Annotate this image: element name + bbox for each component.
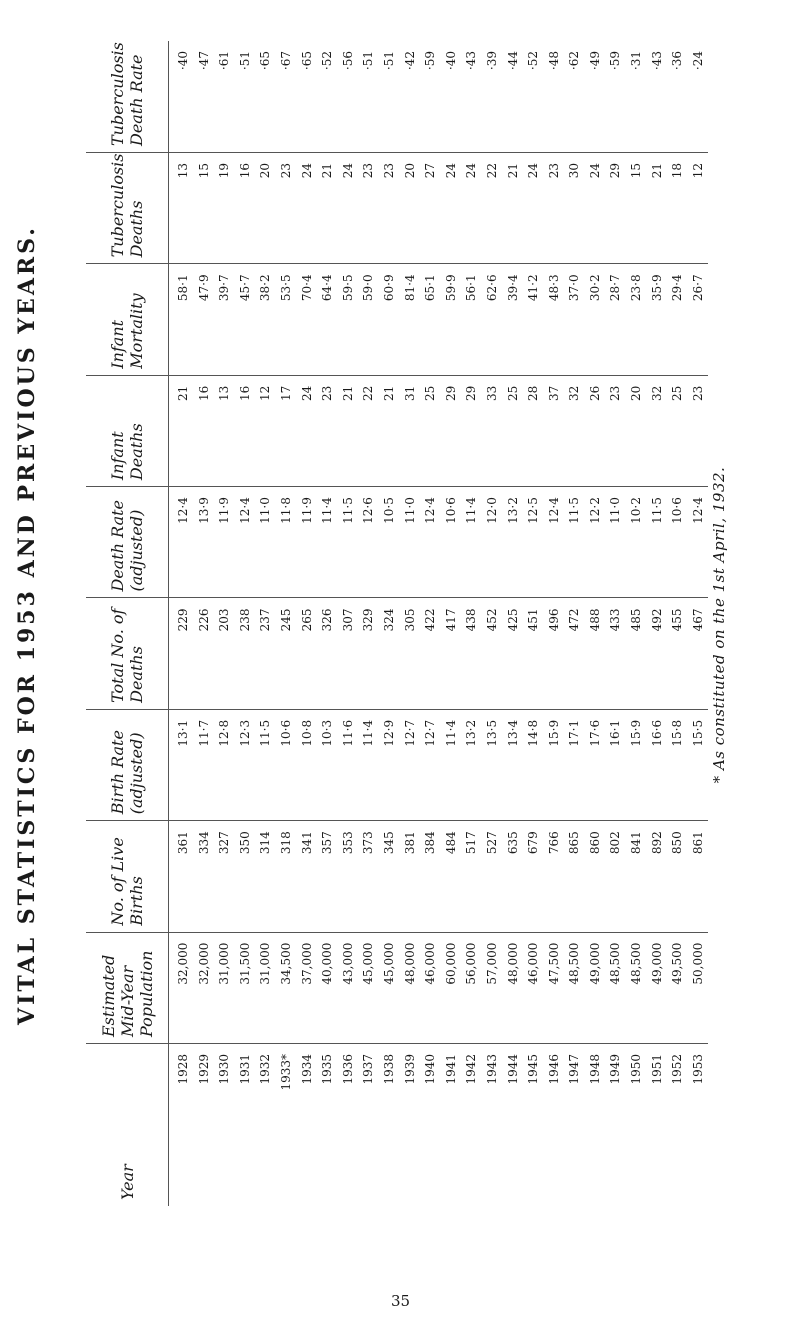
- table-cell: ·65: [299, 51, 314, 71]
- table-cell: 53·5: [278, 274, 293, 302]
- table-cell: 26·7: [690, 274, 705, 302]
- table-cell: ·51: [361, 51, 376, 71]
- table-cell: ·47: [196, 51, 211, 71]
- table-cell: 12·0: [484, 497, 499, 524]
- table-cell: 70·4: [299, 274, 314, 302]
- table-cell: 361: [176, 831, 190, 855]
- table-cell: 12·7: [423, 719, 438, 747]
- table-cell: 318: [278, 831, 293, 855]
- table-cell: 635: [505, 831, 520, 855]
- table-cell: 25: [505, 385, 520, 402]
- table-cell: 35·9: [649, 274, 664, 302]
- table-cell: 334: [196, 831, 211, 855]
- table-cell: 11·0: [402, 497, 417, 524]
- table-cell: 484: [443, 831, 458, 855]
- table-cell: 30: [567, 163, 582, 179]
- table-cell: 32,000: [176, 942, 190, 985]
- table-cell: 1936: [340, 1054, 355, 1085]
- table-cell: 56·1: [464, 274, 479, 302]
- table-cell: 1930: [217, 1054, 232, 1085]
- table-cell: 229: [176, 608, 190, 632]
- table-cell: 57,000: [484, 942, 499, 985]
- table-cell: 32,000: [196, 942, 211, 985]
- table-cell: 892: [649, 831, 664, 855]
- table-cell: 12·8: [217, 719, 232, 747]
- table-cell: 203: [217, 608, 232, 632]
- column-header-population: Estimated Mid-Year Population: [86, 932, 169, 1043]
- table-cell: 13·1: [176, 719, 190, 747]
- table-cell: 22: [361, 385, 376, 402]
- table-cell: 265: [299, 608, 314, 632]
- table-cell: 305: [402, 608, 417, 632]
- table-cell: 48·3: [546, 274, 561, 302]
- table-cell: 23: [361, 163, 376, 179]
- table-cell: ·65: [258, 51, 273, 71]
- table-cell: 20: [258, 163, 273, 179]
- table-cell: 45·7: [237, 274, 252, 302]
- table-cell: ·39: [484, 51, 499, 71]
- table-cell: ·40: [443, 51, 458, 71]
- table-cell: 23: [690, 385, 705, 402]
- table-cell: 22: [484, 163, 499, 179]
- table-cell: 11·6: [340, 719, 355, 747]
- table-cell: 1929: [196, 1054, 211, 1085]
- table-cell: 12·4: [690, 497, 705, 524]
- table-cell: 48,500: [629, 942, 644, 985]
- table-cell: ·49: [587, 51, 602, 71]
- table-cell: 48,500: [608, 942, 623, 985]
- table-cell: 10·6: [443, 497, 458, 524]
- table-cell: 1938: [381, 1054, 396, 1085]
- table-cell: 23: [278, 163, 293, 179]
- table-cell: 33: [484, 385, 499, 402]
- table-cell: 238: [237, 608, 252, 632]
- table-cell: ·52: [526, 51, 541, 71]
- table-cell: 81·4: [402, 274, 417, 302]
- table-cell: 314: [258, 831, 273, 855]
- table-cell: 47·9: [196, 274, 211, 302]
- table-cell: 496: [546, 608, 561, 632]
- table-cell: 417: [443, 608, 458, 632]
- table-cell: 41·2: [526, 274, 541, 302]
- table-cell: 30·2: [587, 274, 602, 302]
- table-cell: 31: [402, 385, 417, 402]
- table-cell: ·62: [567, 51, 582, 71]
- table-cell: 1934: [299, 1054, 314, 1085]
- table-cell: 422: [423, 608, 438, 632]
- table-cell: 58·1: [176, 274, 190, 302]
- column-header-tb-death-rate: Tuberculosis Death Rate: [86, 41, 169, 153]
- table-cell: ·43: [464, 51, 479, 71]
- table-cell: 13·2: [464, 719, 479, 747]
- table-cell: ·59: [608, 51, 623, 71]
- table-cell: 18: [670, 163, 685, 179]
- table-cell: 25: [423, 385, 438, 402]
- table-cell: 452: [484, 608, 499, 632]
- table-cell: 1941: [443, 1054, 458, 1085]
- column-header-infant-mortality: Infant Mortality: [86, 264, 169, 375]
- table-cell: 237: [258, 608, 273, 632]
- table-cell: 34,500: [278, 942, 293, 985]
- table-cell: 381: [402, 831, 417, 855]
- table-cell: 12·4: [176, 497, 190, 524]
- table-cell: 45,000: [361, 942, 376, 985]
- table-cell: 1949: [608, 1054, 623, 1085]
- table-cell: 353: [340, 831, 355, 855]
- table-cell: 17·1: [567, 719, 582, 747]
- table-cell: 40,000: [320, 942, 335, 985]
- table-cell: 21: [381, 385, 396, 402]
- table-cell: 451: [526, 608, 541, 632]
- table-cell: 13·4: [505, 719, 520, 747]
- table-cell: 1946: [546, 1054, 561, 1085]
- table-cell: 29: [608, 163, 623, 179]
- table-cell: 59·9: [443, 274, 458, 302]
- table-cell: 15: [629, 163, 644, 179]
- column-infant-mortality: [169, 264, 709, 375]
- table-cell: 865: [567, 831, 582, 855]
- footnote: * As constituted on the 1st April, 1932.: [710, 466, 728, 784]
- table-cell: 1935: [320, 1054, 335, 1085]
- table-cell: 1940: [423, 1054, 438, 1085]
- table-cell: 11·4: [361, 719, 376, 747]
- table-cell: 37,000: [299, 942, 314, 985]
- table-cell: 11·4: [464, 497, 479, 524]
- table-cell: 488: [587, 608, 602, 632]
- table-cell: 13·9: [196, 497, 211, 524]
- table-cell: 28: [526, 385, 541, 402]
- table-cell: 24: [299, 163, 314, 179]
- table-cell: 10·8: [299, 719, 314, 747]
- table-cell: 65·1: [423, 274, 438, 302]
- table-cell: 16·6: [649, 719, 664, 747]
- table-cell: 425: [505, 608, 520, 632]
- table-cell: 766: [546, 831, 561, 855]
- column-tb-death-rate: [169, 41, 709, 153]
- table-cell: 860: [587, 831, 602, 855]
- column-death-rate: [169, 487, 709, 598]
- table-cell: 12: [258, 385, 273, 402]
- table-cell: 29·4: [670, 274, 685, 302]
- table-cell: ·59: [423, 51, 438, 71]
- table-cell: 26: [587, 385, 602, 402]
- table-cell: 37·0: [567, 274, 582, 302]
- column-header-total-deaths: Total No. of Deaths: [86, 598, 169, 709]
- table-cell: 49,000: [587, 942, 602, 985]
- table-cell: 32: [567, 385, 582, 402]
- column-population: [169, 932, 709, 1043]
- table-cell: 12·2: [587, 497, 602, 524]
- table-cell: 10·3: [320, 719, 335, 747]
- table-cell: 326: [320, 608, 335, 632]
- table-cell: ·48: [546, 51, 561, 71]
- table-cell: 12·7: [402, 719, 417, 747]
- table-cell: 10·6: [670, 497, 685, 524]
- table-cell: 16: [237, 163, 252, 179]
- table-cell: 11·5: [258, 719, 273, 747]
- table-cell: 373: [361, 831, 376, 855]
- table-cell: 13: [217, 385, 232, 402]
- table-cell: 29: [443, 385, 458, 402]
- column-tb-deaths: [169, 153, 709, 264]
- column-header-death-rate: Death Rate (adjusted): [86, 487, 169, 598]
- table-cell: 28·7: [608, 274, 623, 302]
- table-cell: 226: [196, 608, 211, 632]
- table-cell: ·44: [505, 51, 520, 71]
- table-cell: 12·9: [381, 719, 396, 747]
- table-cell: 24: [299, 385, 314, 402]
- column-total-deaths: [169, 598, 709, 709]
- table-cell: 31,000: [258, 942, 273, 985]
- table-cell: 1953: [690, 1054, 705, 1085]
- column-header-tb-deaths: Tuberculosis Deaths: [86, 153, 169, 264]
- table-cell: 13: [176, 163, 190, 179]
- table-cell: ·36: [670, 51, 685, 71]
- table-cell: 17·6: [587, 719, 602, 747]
- table-cell: 50,000: [690, 942, 705, 985]
- table-cell: 16·1: [608, 719, 623, 747]
- table-cell: ·67: [278, 51, 293, 71]
- table-cell: 438: [464, 608, 479, 632]
- table-cell: 10·6: [278, 719, 293, 747]
- table-cell: 43,000: [340, 942, 355, 985]
- table-cell: 24: [340, 163, 355, 179]
- table-cell: 1945: [526, 1054, 541, 1085]
- table-cell: 11·8: [278, 497, 293, 524]
- table-cell: 38·2: [258, 274, 273, 302]
- table-cell: 1937: [361, 1054, 376, 1085]
- table-cell: 45,000: [381, 942, 396, 985]
- table-cell: 492: [649, 608, 664, 632]
- table-cell: 23: [546, 163, 561, 179]
- page-title: VITAL STATISTICS FOR 1953 AND PREVIOUS YEARS.: [14, 225, 40, 1025]
- table-cell: 1942: [464, 1054, 479, 1085]
- table-cell: 1928: [176, 1054, 190, 1085]
- table-cell: ·31: [629, 51, 644, 71]
- column-infant-deaths: [169, 375, 709, 486]
- table-cell: 46,000: [526, 942, 541, 985]
- table-cell: 802: [608, 831, 623, 855]
- page-number: 35: [390, 1292, 411, 1310]
- table-cell: 1943: [484, 1054, 499, 1085]
- table-cell: 14·8: [526, 719, 541, 747]
- table-cell: 39·4: [505, 274, 520, 302]
- table-cell: 48,500: [567, 942, 582, 985]
- table-cell: 16: [237, 385, 252, 402]
- table-cell: 12·4: [237, 497, 252, 524]
- table-cell: 307: [340, 608, 355, 632]
- table-cell: ·56: [340, 51, 355, 71]
- table-cell: 455: [670, 608, 685, 632]
- table-cell: 15: [196, 163, 211, 179]
- column-year: [169, 1044, 709, 1207]
- table-cell: 60·9: [381, 274, 396, 302]
- table-cell: 1951: [649, 1054, 664, 1085]
- table-cell: 24: [587, 163, 602, 179]
- table-cell: ·43: [649, 51, 664, 71]
- table-cell: 27: [423, 163, 438, 179]
- table-cell: 21: [176, 385, 190, 402]
- column-header-year: Year: [86, 1044, 169, 1207]
- table-cell: 10·2: [629, 497, 644, 524]
- table-cell: 15·9: [546, 719, 561, 747]
- table-cell: 11·5: [340, 497, 355, 524]
- table-cell: 13·2: [505, 497, 520, 524]
- table-cell: 485: [629, 608, 644, 632]
- table-cell: 39·7: [217, 274, 232, 302]
- table-cell: 517: [464, 831, 479, 855]
- table-cell: 384: [423, 831, 438, 855]
- table-cell: 11·4: [320, 497, 335, 524]
- table-cell: 31,500: [237, 942, 252, 985]
- table-cell: 341: [299, 831, 314, 855]
- table-cell: 12·4: [423, 497, 438, 524]
- column-header-infant-deaths: Infant Deaths: [86, 375, 169, 486]
- table-cell: 29: [464, 385, 479, 402]
- table-cell: 324: [381, 608, 396, 632]
- table-cell: ·42: [402, 51, 417, 71]
- table-cell: 850: [670, 831, 685, 855]
- table-cell: 12·3: [237, 719, 252, 747]
- table-cell: 23: [608, 385, 623, 402]
- table-cell: 472: [567, 608, 582, 632]
- table-cell: 1947: [567, 1054, 582, 1085]
- table-cell: 1952: [670, 1054, 685, 1085]
- table-cell: 21: [505, 163, 520, 179]
- table-cell: 20: [629, 385, 644, 402]
- table-cell: 62·6: [484, 274, 499, 302]
- table-cell: 21: [649, 163, 664, 179]
- table-cell: 1950: [629, 1054, 644, 1085]
- column-birth-rate: [169, 709, 709, 820]
- table-cell: 23·8: [629, 274, 644, 302]
- table-cell: 1931: [237, 1054, 252, 1085]
- table-cell: 357: [320, 831, 335, 855]
- table-cell: 1948: [587, 1054, 602, 1085]
- table-cell: ·51: [237, 51, 252, 71]
- table-cell: 345: [381, 831, 396, 855]
- table-cell: 350: [237, 831, 252, 855]
- table-cell: ·24: [690, 51, 705, 71]
- table-cell: 25: [670, 385, 685, 402]
- table-cell: 11·7: [196, 719, 211, 747]
- table-cell: 12·4: [546, 497, 561, 524]
- table-cell: ·61: [217, 51, 232, 71]
- table-cell: 24: [526, 163, 541, 179]
- table-cell: 24: [464, 163, 479, 179]
- table-cell: 15·8: [670, 719, 685, 747]
- table-cell: 49,500: [670, 942, 685, 985]
- table-cell: 48,000: [402, 942, 417, 985]
- table-cell: ·52: [320, 51, 335, 71]
- table-cell: 48,000: [505, 942, 520, 985]
- table-cell: 64·4: [320, 274, 335, 302]
- table-cell: 37: [546, 385, 561, 402]
- table-cell: 47,500: [546, 942, 561, 985]
- table-cell: 10·5: [381, 497, 396, 524]
- table-cell: 56,000: [464, 942, 479, 985]
- table-cell: ·40: [176, 51, 190, 71]
- table-cell: 20: [402, 163, 417, 179]
- table-cell: 12·5: [526, 497, 541, 524]
- column-live-births: [169, 821, 709, 932]
- table-cell: ·51: [381, 51, 396, 71]
- table-cell: 11·5: [649, 497, 664, 524]
- table-cell: 841: [629, 831, 644, 855]
- table-cell: 1933*: [278, 1054, 293, 1091]
- table-cell: 15·9: [629, 719, 644, 747]
- table-cell: 11·9: [217, 497, 232, 524]
- table-cell: 24: [443, 163, 458, 179]
- table-cell: 46,000: [423, 942, 438, 985]
- table-cell: 49,000: [649, 942, 664, 985]
- table-cell: 12·6: [361, 497, 376, 524]
- table-cell: 679: [526, 831, 541, 855]
- table-cell: 21: [320, 163, 335, 179]
- table-cell: 11·4: [443, 719, 458, 747]
- table-cell: 19: [217, 163, 232, 179]
- table-cell: 329: [361, 608, 376, 632]
- table-cell: 31,000: [217, 942, 232, 985]
- table-cell: 245: [278, 608, 293, 632]
- table-cell: 527: [484, 831, 499, 855]
- table-cell: 59·0: [361, 274, 376, 302]
- table-cell: 433: [608, 608, 623, 632]
- table-cell: 1944: [505, 1054, 520, 1085]
- column-header-live-births: No. of Live Births: [86, 821, 169, 932]
- header-row: [86, 41, 169, 1206]
- table-cell: 12: [690, 163, 705, 179]
- column-header-birth-rate: Birth Rate (adjusted): [86, 709, 169, 820]
- table-cell: 327: [217, 831, 232, 855]
- table-cell: 60,000: [443, 942, 458, 985]
- table-cell: 59·5: [340, 274, 355, 302]
- table-cell: 1939: [402, 1054, 417, 1085]
- vital-statistics-table: [86, 41, 708, 1206]
- table-cell: 17: [278, 385, 293, 402]
- table-cell: 23: [381, 163, 396, 179]
- table-cell: 15·5: [690, 719, 705, 747]
- table-cell: 23: [320, 385, 335, 402]
- table-cell: 11·9: [299, 497, 314, 524]
- table-cell: 21: [340, 385, 355, 402]
- table-cell: 32: [649, 385, 664, 402]
- table-cell: 467: [690, 608, 705, 632]
- data-body: [169, 41, 709, 1206]
- table-cell: 861: [690, 831, 705, 855]
- table-cell: 11·0: [608, 497, 623, 524]
- table-cell: 11·5: [567, 497, 582, 524]
- table-cell: 16: [196, 385, 211, 402]
- table-cell: 13·5: [484, 719, 499, 747]
- table-cell: 11·0: [258, 497, 273, 524]
- table-cell: 1932: [258, 1054, 273, 1085]
